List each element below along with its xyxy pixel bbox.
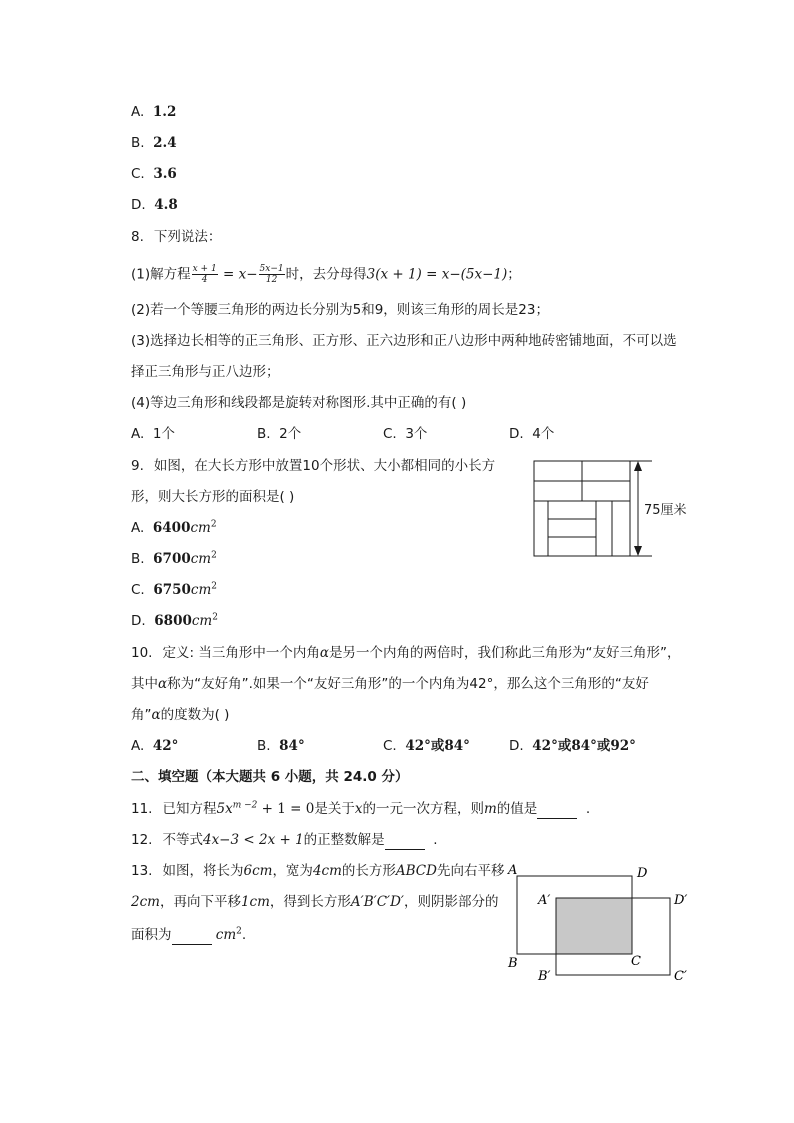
q13-translation-figure <box>500 858 700 986</box>
q10-stem-line2: 其中α称为“友好角”.如果一个“友好三角形”的一个内角为42°，那么这个三角形的“友好 <box>131 676 649 692</box>
label-a-prime: A′ <box>538 893 551 908</box>
q9-option-b: B. $6700cm^2$ <box>131 550 217 567</box>
q8-statement-3-line1: (3)选择边长相等的正三角形、正方形、正六边形和正八边形中两种地砖密铺地面，不可以选 <box>131 333 677 349</box>
answer-blank[interactable] <box>385 835 425 850</box>
shaded-region <box>556 898 632 954</box>
label-a: A <box>508 863 518 878</box>
q12-stem: 12. 不等式4x−3 < 2x + 1的正整数解是 . <box>131 832 438 848</box>
q9-stem-line2: 形，则大长方形的面积是( ) <box>131 489 295 505</box>
q8-statement-2: (2)若一个等腰三角形的两边长分别为5和9，则该三角形的周长是23； <box>131 302 549 318</box>
q10-stem-line1: 10. 定义: 当三角形中一个内角α是另一个内角的两倍时，我们称此三角形为“友好三角形”， <box>131 645 681 661</box>
q7-option-d: D. 4.8 <box>131 197 178 213</box>
q13-stem-line2: 2cm，再向下平移1cm，得到长方形A′B′C′D′，则阴影部分的 <box>131 894 499 910</box>
label-d: D <box>637 866 648 881</box>
q9-rectangles-figure <box>528 455 708 565</box>
q7-option-c: C. 3.6 <box>131 166 177 182</box>
q8-statement-3-line2: 择正三角形与正八边形； <box>131 364 280 380</box>
fraction: $\frac{x + 1}{4}$ <box>192 264 217 285</box>
label-b-prime: B′ <box>538 969 551 984</box>
q10-stem-line3: 角”α的度数为( ) <box>131 707 230 723</box>
label-c: C <box>631 954 641 969</box>
label-c-prime: C′ <box>674 969 687 984</box>
q8-statement-1: (1)解方程 $\frac{x + 1}{4}$ = x− $\frac{5x-1}{12}$ 时，去分母得3(x + 1) = x−(5x−1)； <box>131 264 521 285</box>
q7-option-b: B. 2.4 <box>131 135 177 151</box>
q13-stem-line1: 13. 如图，将长为6cm，宽为4cm的长方形ABCD先向右平移 <box>131 863 505 879</box>
section-heading: 二、填空题（本大题共 6 小题，共 24.0 分） <box>131 769 409 785</box>
q8-option-d: D. 4个 <box>509 426 555 442</box>
fraction: $\frac{5x-1}{12}$ <box>259 264 284 285</box>
answer-blank[interactable] <box>537 804 577 819</box>
q11-stem: 11. 已知方程$5x^{m -2} + 1 = 0$是关于x的一元一次方程，则m的值是 . <box>131 800 591 817</box>
q8-stem: 8. 下列说法： <box>131 229 222 245</box>
q10-option-d: D. 42°或84°或92° <box>509 738 636 754</box>
q8-statement-4: (4)等边三角形和线段都是旋转对称图形.其中正确的有( ) <box>131 395 467 411</box>
q10-option-c: C. 42°或84° <box>383 738 470 754</box>
q10-option-b: B. 84° <box>257 738 305 754</box>
q8-option-b: B. 2个 <box>257 426 302 442</box>
q9-option-c: C. $6750cm^2$ <box>131 581 217 598</box>
q7-option-a: A. 1.2 <box>131 104 177 120</box>
q9-option-d: D. $6800cm^2$ <box>131 612 218 629</box>
answer-blank[interactable] <box>172 930 212 945</box>
q10-option-a: A. 42° <box>131 738 179 754</box>
q8-option-c: C. 3个 <box>383 426 428 442</box>
q9-option-a: A. $6400cm^2$ <box>131 519 217 536</box>
label-b: B <box>508 956 518 971</box>
label-d-prime: D′ <box>674 893 688 908</box>
q13-stem-line3: 面积为 $cm^2$. <box>131 926 247 943</box>
q8-option-a: A. 1个 <box>131 426 175 442</box>
dimension-label: 75厘米 <box>644 503 687 518</box>
q9-stem-line1: 9. 如图，在大长方形中放置10个形状、大小都相同的小长方 <box>131 458 496 474</box>
